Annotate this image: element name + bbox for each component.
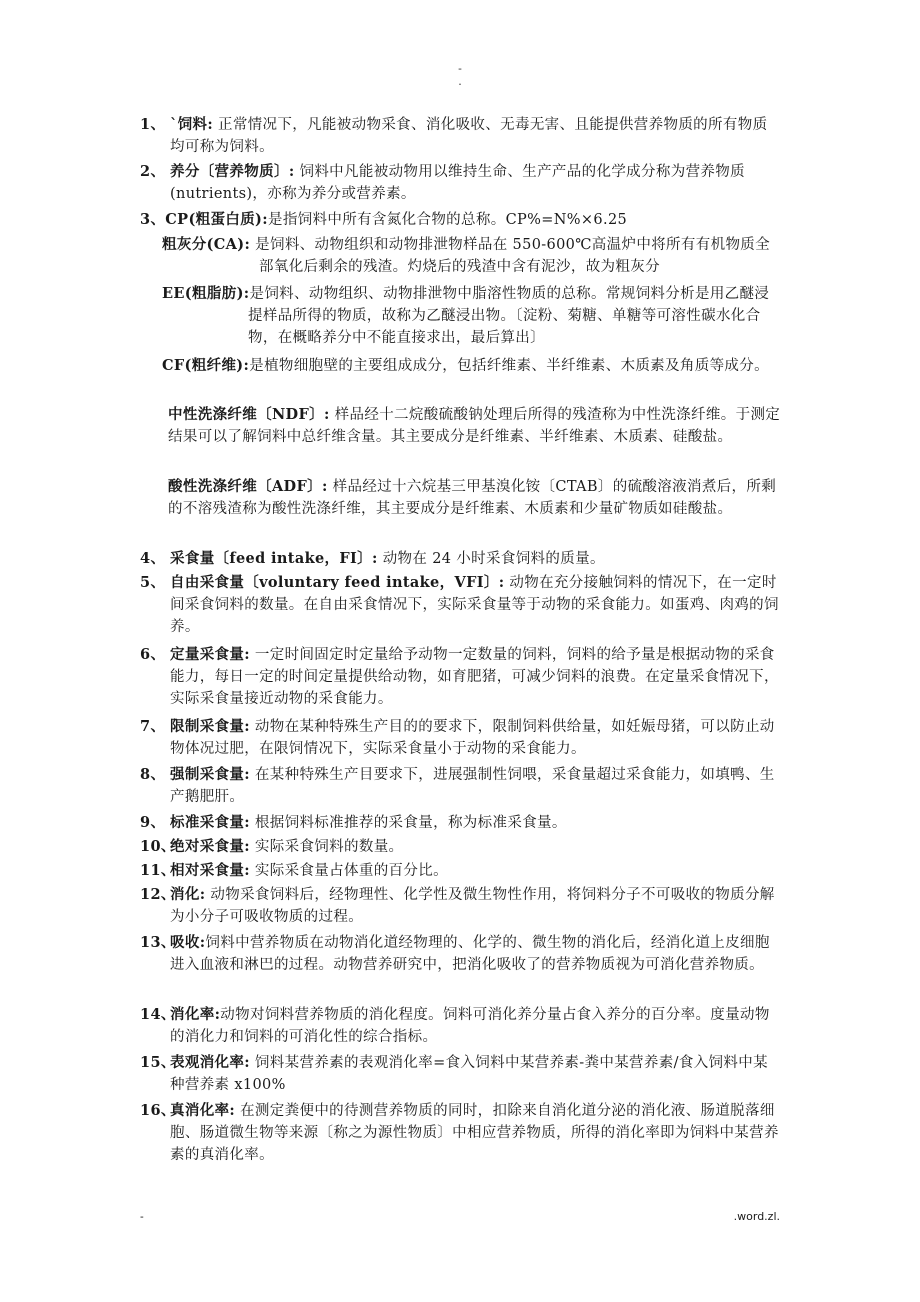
entry-sep: : [199, 886, 206, 903]
definition-entry [140, 572, 780, 638]
entry-sep: : [214, 1006, 221, 1023]
entry-number: 11、 [140, 862, 176, 879]
entry-sep: : [244, 646, 250, 663]
entry-text: 是饲料、动物组织、动物排泄物中脂溶性物质的总称。常规饲料分析是用乙醚浸提样品所得的物质，故称为乙醚浸出物。〔淀粉、菊糖、单糖等可溶性碳水化合物，在概略养分中不能直接求出，最后算出〕 [248, 286, 770, 346]
definition-entry [140, 884, 780, 928]
entry-term: 粗灰分(CA) [162, 236, 245, 253]
entry-sep: : [244, 1054, 250, 1071]
entry-term: `饲料 [170, 116, 208, 133]
entry-text: 动物在充分接触饲料的情况下，在一定时间采食饲料的数量。在自由采食情况下，实际采食量等于动物的采食能力。如蛋鸡、肉鸡的饲养。 [170, 575, 779, 635]
definition-entry [140, 1052, 780, 1096]
entry-text: 正常情况下，凡能被动物采食、消化吸收、无毒无害、且能提供营养物质的所有物质均可称为饲料。 [170, 117, 768, 155]
entry-number: 3、 [140, 211, 166, 228]
entry-text: 实际采食饲料的数量。 [249, 839, 404, 855]
entry-term: 相对采食量 [170, 862, 245, 879]
entry-sep: : [244, 236, 251, 253]
definition-subentry [162, 234, 782, 278]
entry-number: 4、 [140, 550, 166, 567]
entry-sep: : [288, 163, 295, 180]
entry-number: 15、 [140, 1054, 176, 1071]
entry-text: 动物在某种特殊生产目的的要求下，限制饲料供给量，如妊娠母猪，可以防止动物体况过肥，在限饲情况下，实际采食量小于动物的采食能力。 [170, 719, 775, 757]
entry-text: 样品经过十六烷基三甲基溴化铵〔CTAB〕的硫酸溶液消煮后，所剩的不溶残渣称为酸性洗涤纤维，其主要成分是纤维素、木质素和少量矿物质如硅酸盐。 [168, 479, 777, 517]
entry-term: CP(粗蛋白质) [165, 211, 263, 228]
definition-entry [140, 114, 780, 158]
definition-subentry [140, 355, 782, 377]
entry-sep: : [321, 478, 328, 495]
entry-text: 一定时间固定时定量给予动物一定数量的饲料，饲料的给予量是根据动物的采食能力，每日一定的时间定量提供给动物，如育肥猪，可减少饲料的浪费。在定量采食情况下，实际采食量接近动物的采食能力。 [170, 647, 779, 707]
entry-term: 强制采食量 [170, 766, 245, 783]
entry-text: 饲料某营养素的表观消化率=食入饲料中某营养素-粪中某营养素/食入饲料中某种营养素 x100% [170, 1055, 768, 1093]
definition-entry [140, 548, 780, 570]
entry-number: 12、 [140, 886, 176, 903]
definition-subentry [162, 283, 782, 349]
entry-term: 酸性洗涤纤维〔ADF〕 [168, 478, 322, 495]
entry-text: 在某种特殊生产目要求下，进展强制性饲喂，采食量超过采食能力，如填鸭、生产鹅肥肝。 [170, 767, 775, 805]
entry-sep: : [199, 934, 206, 951]
entry-number: 5、 [140, 574, 166, 591]
entry-term: 中性洗涤纤维〔NDF〕 [168, 406, 324, 423]
entry-number: 13、 [140, 934, 176, 951]
entry-text: 样品经十二烷酸硫酸钠处理后所得的残渣称为中性洗涤纤维。于测定结果可以了解饲料中总纤维含量。其主要成分是纤维素、半纤维素、木质素、硅酸盐。 [168, 407, 781, 445]
footer-right: .word.zl. [733, 1210, 780, 1223]
entry-sep: : [243, 357, 250, 374]
entry-term: 表观消化率 [170, 1054, 245, 1071]
entry-term: 消化率 [170, 1006, 215, 1023]
entry-sep: : [229, 1102, 236, 1119]
entry-sep: : [207, 116, 214, 133]
entry-sep: : [498, 574, 505, 591]
entry-text: 根据饲料标准推荐的采食量，称为标准采食量。 [249, 815, 567, 831]
entry-term: 吸收 [170, 934, 200, 951]
entry-term: 定量采食量 [170, 646, 245, 663]
entry-term: 绝对采食量 [170, 838, 245, 855]
entry-number: 2、 [140, 163, 166, 180]
entry-sep: : [323, 406, 330, 423]
definition-entry [140, 1004, 780, 1048]
entry-term: 自由采食量〔voluntary feed intake，VFI〕 [170, 574, 499, 591]
entry-term: 真消化率 [170, 1102, 230, 1119]
entry-sep: : [244, 862, 250, 879]
entry-sep: : [244, 838, 250, 855]
entry-term: 消化 [170, 886, 200, 903]
entry-term: CF(粗纤维) [162, 357, 244, 374]
entry-text: 实际采食量占体重的百分比。 [249, 863, 448, 879]
entry-sep: : [244, 718, 250, 735]
entry-text: 是植物细胞壁的主要组成成分，包括纤维素、半纤维素、木质素及角质等成分。 [249, 358, 769, 374]
entry-number: 1、 [140, 116, 166, 133]
entry-number: 8、 [140, 766, 166, 783]
entry-sep: : [244, 814, 250, 831]
entry-number: 9、 [140, 814, 166, 831]
entry-sep: : [243, 285, 250, 302]
definition-entry [140, 716, 780, 760]
entry-number: 6、 [140, 646, 166, 663]
definition-entry [140, 860, 780, 882]
definition-entry [140, 932, 780, 976]
definition-subentry [168, 476, 782, 520]
entry-text: 动物对饲料营养物质的消化程度。饲料可消化养分量占食入养分的百分率。度量动物的消化力和饲料的可消化性的综合指标。 [170, 1007, 770, 1045]
header-mark-1: - [458, 62, 462, 75]
page-header [0, 62, 920, 88]
entry-text: 饲料中凡能被动物用以维持生命、生产产品的化学成分称为营养物质(nutrients)，亦称为养分或营养素。 [170, 164, 745, 202]
entry-term: 采食量〔feed intake，FI〕 [170, 550, 373, 567]
entry-sep: : [372, 550, 378, 567]
definition-entry [140, 161, 780, 205]
footer-left: - [140, 1210, 144, 1223]
header-mark-2: . [458, 75, 462, 88]
entry-number: 14、 [140, 1006, 176, 1023]
entry-sep: : [262, 211, 268, 228]
definition-entry [140, 764, 780, 808]
definition-subentry [168, 404, 782, 448]
entry-text: 在测定粪便中的待测营养物质的同时，扣除来自消化道分泌的消化液、肠道脱落细胞、肠道微生物等来源〔称之为源性物质〕中相应营养物质，所得的消化率即为饲料中某营养素的真消化率。 [170, 1103, 779, 1163]
definition-entry [140, 812, 780, 834]
entry-term: EE(粗脂肪) [162, 285, 244, 302]
entry-text: 是饲料、动物组织和动物排泄物样品在 550-600℃高温炉中将所有有机物质全部氧化后剩余的残渣。灼烧后的残渣中含有泥沙，故为粗灰分 [250, 237, 771, 275]
definition-entry [140, 1100, 780, 1166]
entry-term: 养分〔营养物质〕 [170, 163, 289, 180]
entry-text: 动物采食饲料后，经物理性、化学性及微生物性作用，将饲料分子不可吸收的物质分解为小分子可吸收物质的过程。 [170, 887, 775, 925]
definition-entry [140, 836, 780, 858]
entry-sep: : [244, 766, 250, 783]
entry-text: 是指饲料中所有含氮化合物的总称。CP%=N%×6.25 [267, 212, 628, 228]
entry-number: 7、 [140, 718, 166, 735]
definition-entry [140, 644, 780, 710]
entry-term: 标准采食量 [170, 814, 245, 831]
entry-text: 饲料中营养物质在动物消化道经物理的、化学的、微生物的消化后，经消化道上皮细胞进入血液和淋巴的过程。动物营养研究中，把消化吸收了的营养物质视为可消化营养物质。 [170, 935, 770, 973]
entry-number: 10、 [140, 838, 176, 855]
definition-entry [140, 209, 780, 231]
entry-number: 16、 [140, 1102, 176, 1119]
entry-text: 动物在 24 小时采食饲料的质量。 [377, 551, 605, 567]
entry-term: 限制采食量 [170, 718, 245, 735]
